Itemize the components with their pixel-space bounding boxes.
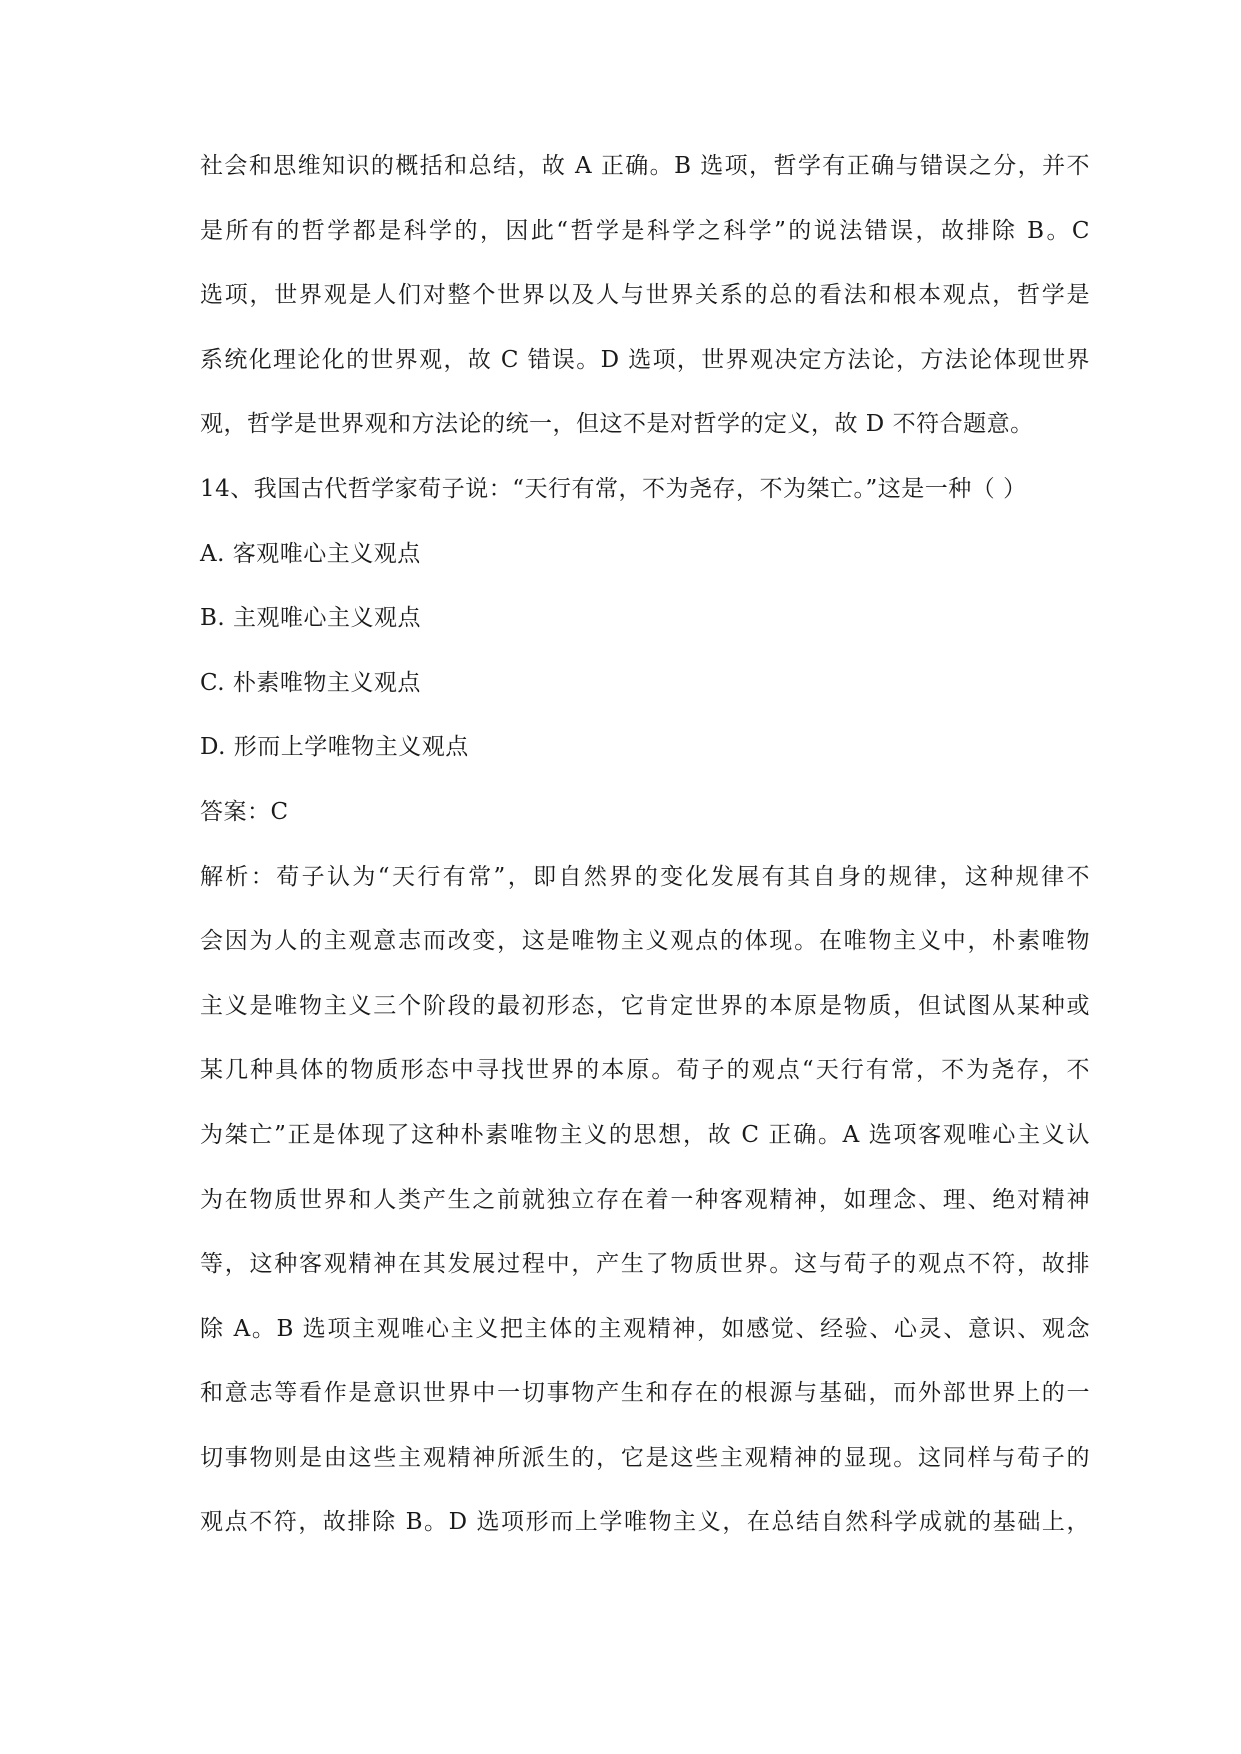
text-line: 14、我国古代哲学家荀子说：“天行有常，不为尧存，不为桀亡。”这是一种（ ） (200, 475, 1027, 502)
text-line: 观点不符，故排除 B。D 选项形而上学唯物主义，在总结自然科学成就的基础上， (200, 1509, 1090, 1536)
text-line: 解析：荀子认为“天行有常”，即自然界的变化发展有其自身的规律，这种规律不 (200, 863, 1090, 890)
text-line: 为在物质世界和人类产生之前就独立存在着一种客观精神，如理念、理、绝对精神 (200, 1186, 1090, 1213)
text-line: C. 朴素唯物主义观点 (200, 669, 421, 696)
text-line: 社会和思维知识的概括和总结，故 A 正确。B 选项，哲学有正确与错误之分，并不 (200, 153, 1090, 179)
text-line: D. 形而上学唯物主义观点 (200, 734, 469, 761)
text-line: 选项，世界观是人们对整个世界以及人与世界关系的总的看法和根本观点，哲学是 (200, 282, 1090, 309)
text-line: 除 A。B 选项主观唯心主义把主体的主观精神，如感觉、经验、心灵、意识、观念 (200, 1315, 1090, 1342)
text-line: 是所有的哲学都是科学的，因此“哲学是科学之科学”的说法错误，故排除 B。C (200, 217, 1090, 244)
text-line: 系统化理论化的世界观，故 C 错误。D 选项，世界观决定方法论，方法论体现世界 (200, 346, 1090, 373)
text-line: 主义是唯物主义三个阶段的最初形态，它肯定世界的本原是物质，但试图从某种或 (200, 992, 1090, 1019)
text-line: 会因为人的主观意志而改变，这是唯物主义观点的体现。在唯物主义中，朴素唯物 (200, 928, 1090, 955)
text-line: A. 客观唯心主义观点 (200, 540, 421, 567)
text-line: 观，哲学是世界观和方法论的统一，但这不是对哲学的定义，故 D 不符合题意。 (200, 411, 1034, 438)
text-line: 答案：C (200, 798, 289, 825)
text-line: 为桀亡”正是体现了这种朴素唯物主义的思想，故 C 正确。A 选项客观唯心主义认 (200, 1121, 1090, 1148)
text-line: 等，这种客观精神在其发展过程中，产生了物质世界。这与荀子的观点不符，故排 (200, 1251, 1090, 1278)
text-line: 某几种具体的物质形态中寻找世界的本原。荀子的观点“天行有常，不为尧存，不 (200, 1057, 1090, 1084)
text-line: 和意志等看作是意识世界中一切事物产生和存在的根源与基础，而外部世界上的一 (200, 1380, 1090, 1407)
text-line: B. 主观唯心主义观点 (200, 605, 422, 632)
text-line: 切事物则是由这些主观精神所派生的，它是这些主观精神的显现。这同样与荀子的 (200, 1444, 1090, 1471)
document-body (200, 146, 1090, 1567)
